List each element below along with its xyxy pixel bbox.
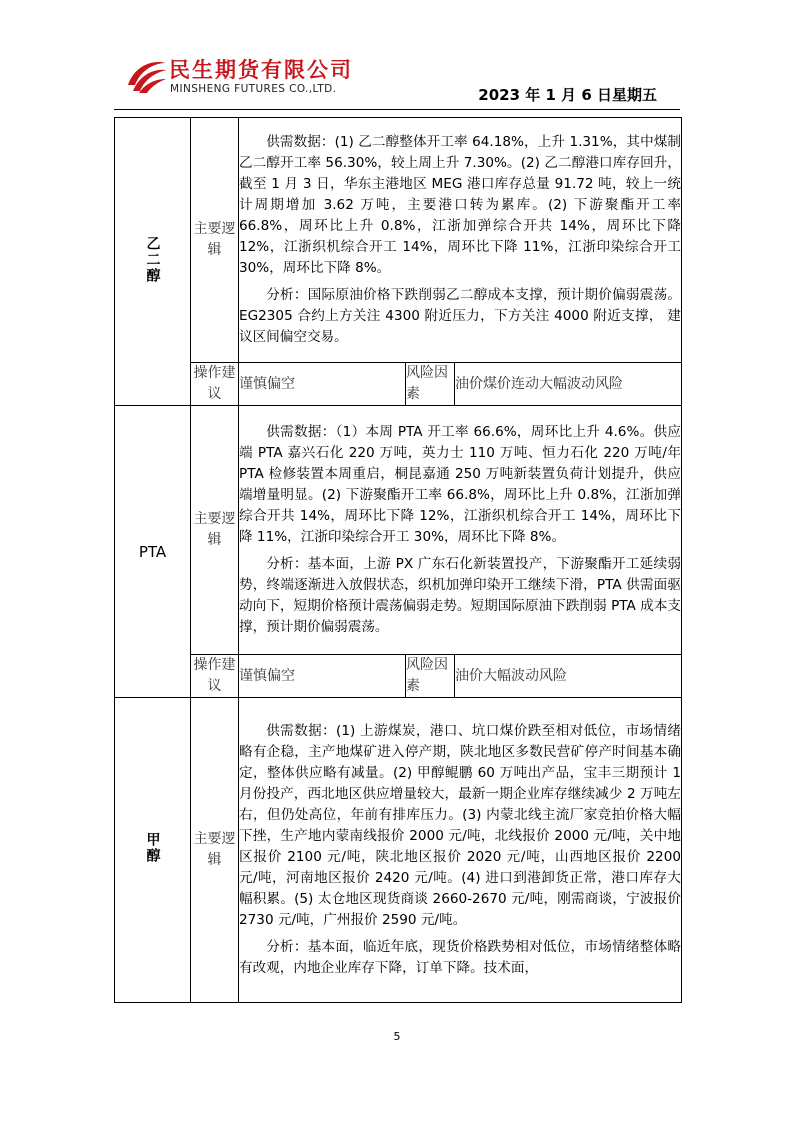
category-label: PTA bbox=[138, 542, 167, 561]
table-row bbox=[115, 698, 682, 1003]
category-cell bbox=[115, 406, 191, 698]
logic-content bbox=[239, 406, 682, 655]
logic-label: 主要逻辑 bbox=[191, 406, 239, 655]
op-label: 操作建议 bbox=[191, 363, 239, 406]
op-value: 谨慎偏空 bbox=[239, 655, 406, 698]
company-name-cn: 民生期货有限公司 bbox=[169, 58, 353, 82]
table-row bbox=[115, 406, 682, 655]
risk-label: 风险因素 bbox=[406, 655, 455, 698]
logic-content bbox=[239, 698, 682, 1003]
risk-value: 油价大幅波动风险 bbox=[455, 655, 682, 698]
analysis-text: 分析：基本面，临近年底，现货价格跌势相对低位，市场情绪整体略有改观，内地企业库存下降，订单下降。技术面， bbox=[239, 939, 682, 976]
category-label: 甲醇 bbox=[144, 832, 161, 864]
op-value: 谨慎偏空 bbox=[239, 363, 406, 406]
header-divider bbox=[114, 109, 680, 110]
logic-label: 主要逻辑 bbox=[191, 118, 239, 363]
supply-text: 供需数据：（1）本周 PTA 开工率 66.6%，周环比上升 4.6%。供应端 PTA 嘉兴石化 220 万吨，英力士 110 万吨、恒力石化 220 万吨/年 PTA 检修装置本周重启，桐昆嘉通 250 万吨新装置负荷计划提升，供应端增量明显。(2) 下游聚酯开工率 66.8%，周环比上升 0.8%，江浙加弹综合开共 14%，周环比下降 12%，江浙织机综合开工 14%，周环比下降 11%，江浙印染综合开工 30%，周环比下降 8%。 bbox=[239, 424, 682, 545]
category-label: 乙二醇 bbox=[144, 235, 161, 284]
company-name-en: MINSHENG FUTURES CO.,LTD. bbox=[170, 83, 337, 95]
analysis-text: 分析：国际原油价格下跌削弱乙二醇成本支撑，预计期价偏弱震荡。EG2305 合约上方关注 4300 附近压力，下方关注 4000 附近支撑， 建议区间偏空交易。 bbox=[239, 287, 682, 345]
op-label: 操作建议 bbox=[191, 655, 239, 698]
page-number: 5 bbox=[393, 1030, 401, 1043]
table-row bbox=[115, 118, 682, 363]
table-row bbox=[115, 363, 682, 406]
logic-label: 主要逻辑 bbox=[191, 698, 239, 1003]
report-date: 2023 年 1 月 6 日星期五 bbox=[478, 86, 657, 104]
analysis-text: 分析：基本面，上游 PX 广东石化新装置投产，下游聚酯开工延续弱势，终端逐渐进入放假状态，织机加弹印染开工继续下滑，PTA 供需面驱动向下，短期价格预计震荡偏弱走势。短期国际原油下跌削弱 PTA 成本支撑，预计期价偏弱震荡。 bbox=[239, 556, 682, 635]
minsheng-logo-icon bbox=[124, 58, 168, 94]
supply-text: 供需数据：(1) 上游煤炭，港口、坑口煤价跌至相对低位，市场情绪略有企稳，主产地煤矿进入停产期，陕北地区多数民营矿停产时间基本确定，整体供应略有减量。(2) 甲醇鲲鹏 60 万吨出产品，宝丰三期预计 1 月份投产，西北地区供应增量较大，最新一期企业库存继续减少 2 万吨左右，但仍处高位，年前有排库压力。(3) 内蒙北线主流厂家竞拍价格大幅下挫，生产地内蒙南线报价 2000 元/吨，北线报价 2000 元/吨，关中地区报价 2100 元/吨，陕北地区报价 2020 元/吨，山西地区报价 2200 元/吨，河南地区报价 2420 元/吨。(4) 进口到港卸货正常，港口库存大幅积累。(5) 太仓地区现货商谈 2660-2670 元/吨，刚需商谈，宁波报价 2730 元/吨，广州报价 2590 元/吨。 bbox=[239, 723, 682, 928]
category-cell bbox=[115, 118, 191, 406]
supply-text: 供需数据：(1) 乙二醇整体开工率 64.18%，上升 1.31%，其中煤制乙二醇开工率 56.30%，较上周上升 7.30%。(2) 乙二醇港口库存回升，截至 1 月 3 日，华东主港地区 MEG 港口库存总量 91.72 吨，较上一统计周期增加 3.62 万吨，主要港口转为累库。(2) 下游聚酯开工率 66.8%，周环比上升 0.8%，江浙加弹综合开共 14%，周环比下降 12%，江浙织机综合开工 14%，周环比下降 11%，江浙印染综合开工 30%，周环比下降 8%。 bbox=[239, 134, 682, 276]
commodity-table bbox=[114, 117, 682, 1003]
logic-content bbox=[239, 118, 682, 363]
category-cell bbox=[115, 698, 191, 1003]
risk-value: 油价煤价连动大幅波动风险 bbox=[455, 363, 682, 406]
company-logo bbox=[124, 56, 364, 100]
risk-label: 风险因素 bbox=[406, 363, 455, 406]
table-row bbox=[115, 655, 682, 698]
